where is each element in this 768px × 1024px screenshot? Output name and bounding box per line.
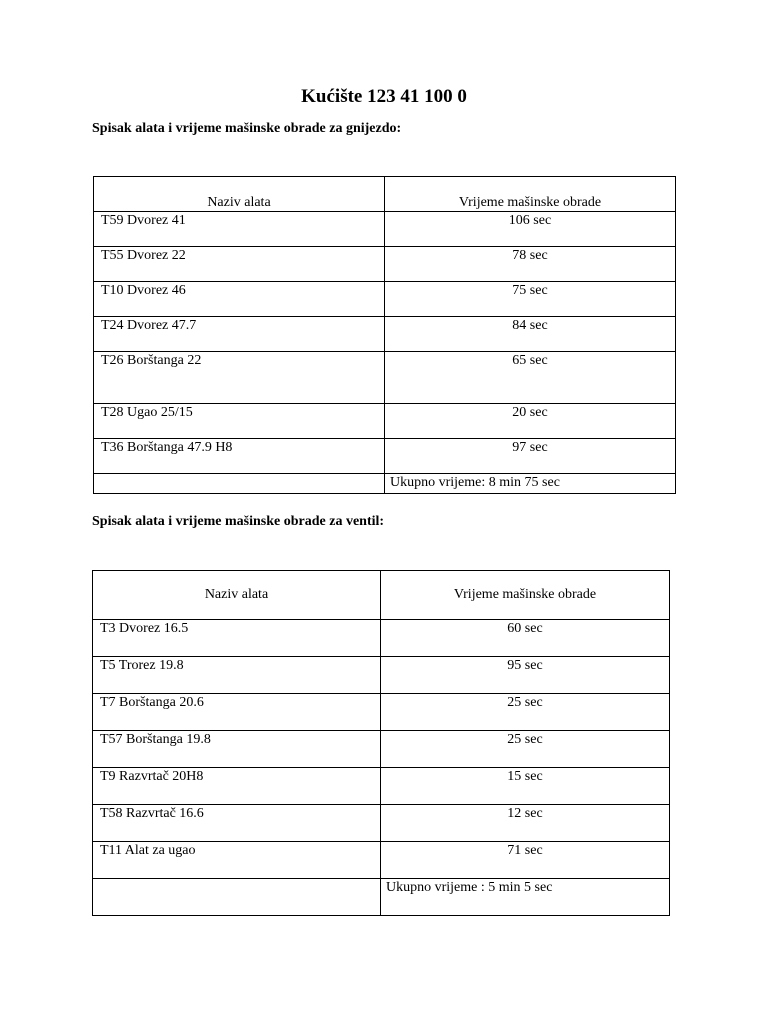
- tool-cell: T9 Razvrtač 20H8: [93, 768, 381, 805]
- tool-cell: T58 Razvrtač 16.6: [93, 805, 381, 842]
- total-time-cell: Ukupno vrijeme : 5 min 5 sec: [381, 879, 670, 916]
- tool-cell: T24 Dvorez 47.7: [94, 317, 385, 352]
- tool-cell: T10 Dvorez 46: [94, 282, 385, 317]
- table-row: [93, 657, 670, 694]
- tool-cell: T11 Alat za ugao: [93, 842, 381, 879]
- time-cell: 25 sec: [381, 694, 670, 731]
- time-cell: 71 sec: [381, 842, 670, 879]
- tool-cell: T59 Dvorez 41: [94, 212, 385, 247]
- tool-cell: T5 Trorez 19.8: [93, 657, 381, 694]
- table-row: [94, 317, 676, 352]
- tool-cell: T26 Borštanga 22: [94, 352, 385, 404]
- time-cell: 25 sec: [381, 731, 670, 768]
- table-row: [94, 247, 676, 282]
- table-ventil: [92, 570, 670, 916]
- table-row: [93, 694, 670, 731]
- table-total-row: [94, 474, 676, 494]
- table-row: [94, 282, 676, 317]
- time-cell: 65 sec: [385, 352, 676, 404]
- section-heading-ventil: Spisak alata i vrijeme mašinske obrade za ventil:: [92, 514, 385, 529]
- time-cell: 84 sec: [385, 317, 676, 352]
- time-cell: 97 sec: [385, 439, 676, 474]
- table-header-row: [94, 177, 676, 212]
- time-cell: 15 sec: [381, 768, 670, 805]
- tool-cell: T28 Ugao 25/15: [94, 404, 385, 439]
- section-heading-gnijezdo: Spisak alata i vrijeme mašinske obrade za gnijezdo:: [92, 121, 402, 136]
- tool-cell: T7 Borštanga 20.6: [93, 694, 381, 731]
- table-header-row: [93, 571, 670, 620]
- table-row: [93, 805, 670, 842]
- time-cell: 75 sec: [385, 282, 676, 317]
- table-row: [94, 352, 676, 404]
- table-row: [94, 404, 676, 439]
- table-row: [93, 768, 670, 805]
- column-header-time: Vrijeme mašinske obrade: [381, 571, 670, 620]
- tool-cell: T57 Borštanga 19.8: [93, 731, 381, 768]
- tool-cell: T55 Dvorez 22: [94, 247, 385, 282]
- table-row: [94, 212, 676, 247]
- time-cell: 20 sec: [385, 404, 676, 439]
- table-row: [93, 620, 670, 657]
- column-header-time: Vrijeme mašinske obrade: [385, 177, 676, 212]
- column-header-tool: Naziv alata: [93, 571, 381, 620]
- empty-cell: [94, 474, 385, 494]
- time-cell: 106 sec: [385, 212, 676, 247]
- time-cell: 60 sec: [381, 620, 670, 657]
- table-total-row: [93, 879, 670, 916]
- table-gnijezdo: [93, 176, 676, 494]
- time-cell: 12 sec: [381, 805, 670, 842]
- table-row: [94, 439, 676, 474]
- table-row: [93, 842, 670, 879]
- tool-cell: T36 Borštanga 47.9 H8: [94, 439, 385, 474]
- time-cell: 78 sec: [385, 247, 676, 282]
- empty-cell: [93, 879, 381, 916]
- table-row: [93, 731, 670, 768]
- time-cell: 95 sec: [381, 657, 670, 694]
- column-header-tool: Naziv alata: [94, 177, 385, 212]
- total-time-cell: Ukupno vrijeme: 8 min 75 sec: [385, 474, 676, 494]
- tool-cell: T3 Dvorez 16.5: [93, 620, 381, 657]
- document-title: Kućište 123 41 100 0: [301, 86, 467, 107]
